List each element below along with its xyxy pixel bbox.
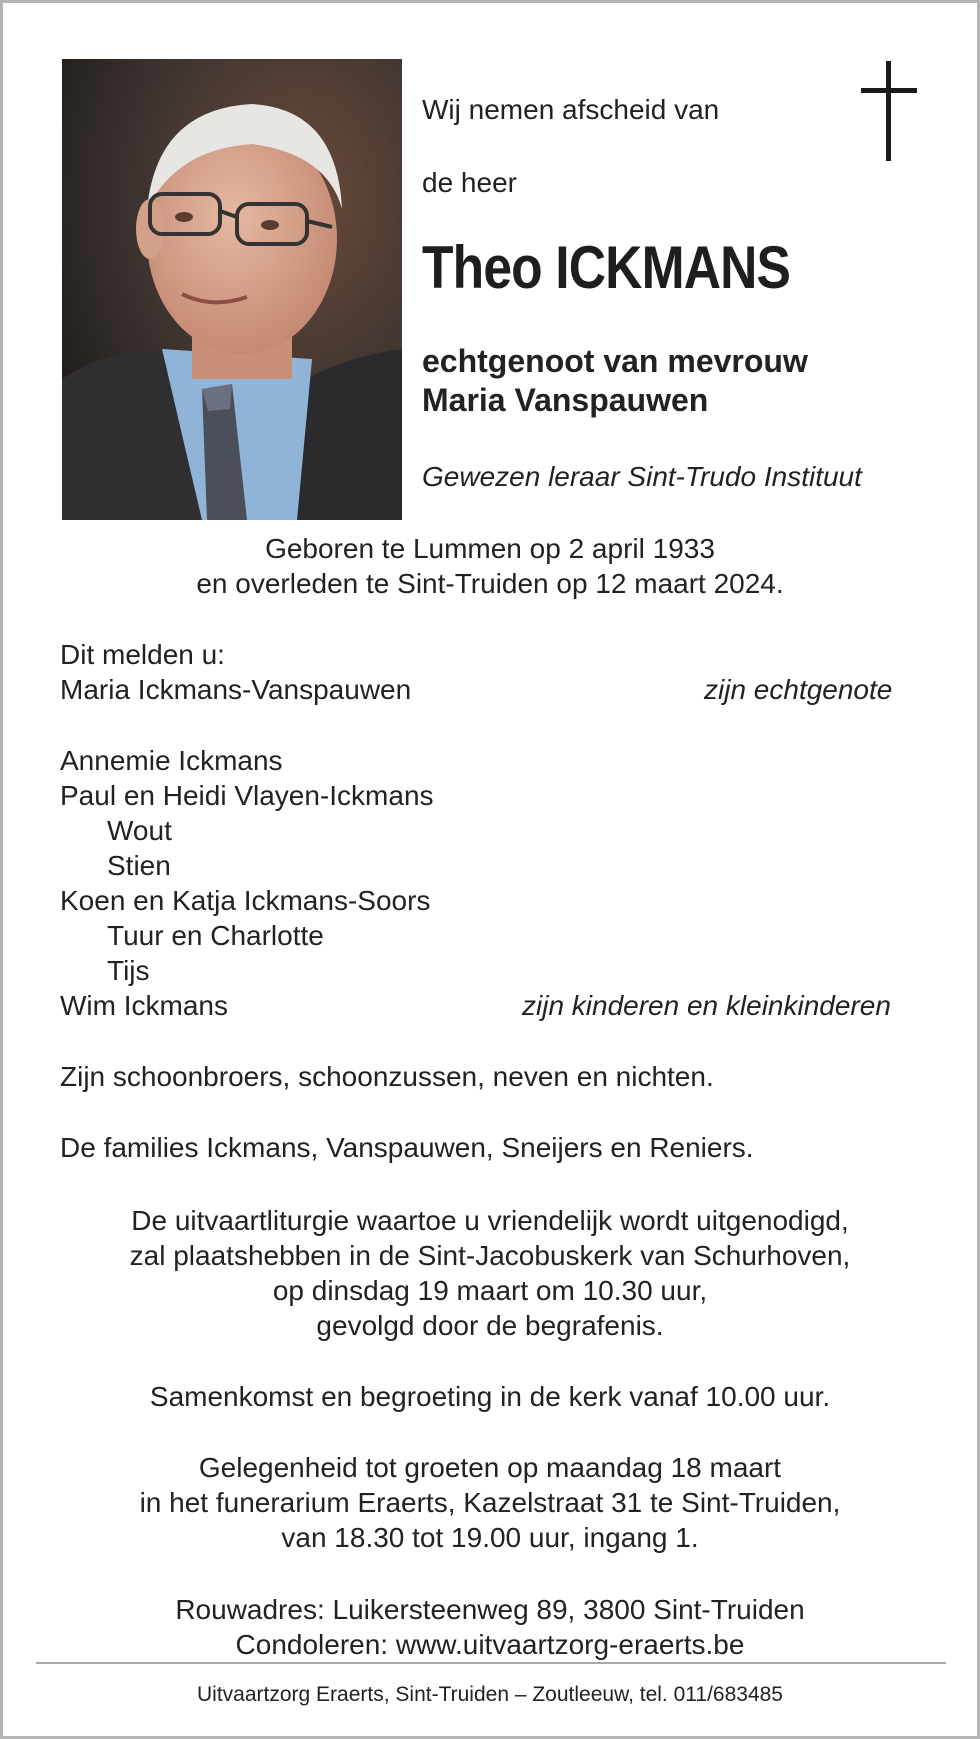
mourning-address: Rouwadres: Luikersteenweg 89, 3800 Sint-Truiden (175, 1594, 805, 1625)
latin-cross-icon (861, 61, 917, 161)
family-member: Paul en Heidi Vlayen-Ickmans (60, 780, 434, 811)
in-laws-text: Zijn schoonbroers, schoonzussen, neven en nichten. (60, 1061, 714, 1092)
funeral-line-1: De uitvaartliturgie waartoe u vriendelijk wordt uitgenodigd, (131, 1205, 849, 1236)
honorific: de heer (422, 167, 517, 198)
contact-info (3, 1592, 977, 1662)
footer-divider (36, 1662, 946, 1664)
funeral-line-4: gevolgd door de begrafenis. (316, 1310, 664, 1341)
intro-text: Wij nemen afscheid van (422, 94, 720, 125)
family-member: Annemie Ickmans (60, 745, 283, 776)
visitation-line-3: van 18.30 tot 19.00 uur, ingang 1. (281, 1522, 699, 1553)
funeral-line-3: op dinsdag 19 maart om 10.30 uur, (272, 1275, 708, 1306)
family-member: Wim Ickmans (60, 990, 228, 1021)
children-role: zijn kinderen en kleinkinderen (522, 990, 891, 1021)
funeral-line-2: zal plaatshebben in de Sint-Jacobuskerk van Schurhoven, (129, 1240, 851, 1271)
announcement-label: Dit melden u: (60, 639, 225, 670)
spouse-role: zijn echtgenote (704, 674, 893, 705)
gathering-text: Samenkomst en begroeting in de kerk vanaf 10.00 uur. (149, 1381, 831, 1412)
birth-line: Geboren te Lummen op 2 april 1933 (265, 533, 715, 564)
spouse-name: Maria Ickmans-Vanspauwen (60, 674, 412, 705)
footer-text: Uitvaartzorg Eraerts, Sint-Truiden – Zoutleeuw, tel. 011/683485 (197, 1683, 783, 1706)
grandchild: Wout (107, 815, 172, 846)
visitation-info (3, 1450, 977, 1555)
career-text: Gewezen leraar Sint-Trudo Instituut (422, 461, 862, 492)
funeral-info (3, 1203, 977, 1343)
grandchild: Stien (107, 850, 171, 881)
family-member: Koen en Katja Ickmans-Soors (60, 885, 431, 916)
spouse-info (422, 342, 808, 420)
condolence-website[interactable]: Condoleren: www.uitvaartzorg-eraerts.be (235, 1629, 745, 1660)
grandchild: Tijs (107, 955, 150, 986)
spouse-line-2: Maria Vanspauwen (422, 382, 709, 418)
deceased-name: Theo ICKMANS (422, 234, 791, 301)
visitation-line-2: in het funerarium Eraerts, Kazelstraat 31 te Sint-Truiden, (139, 1487, 841, 1518)
families-text: De families Ickmans, Vanspauwen, Sneijers en Reniers. (60, 1132, 754, 1163)
spouse-line-1: echtgenoot van mevrouw (422, 343, 808, 379)
visitation-line-1: Gelegenheid tot groeten op maandag 18 maart (198, 1452, 782, 1483)
portrait-photo (62, 59, 402, 520)
death-line: en overleden te Sint-Truiden op 12 maart 2024. (196, 568, 784, 599)
birth-death-info (3, 531, 977, 601)
grandchild: Tuur en Charlotte (107, 920, 324, 951)
